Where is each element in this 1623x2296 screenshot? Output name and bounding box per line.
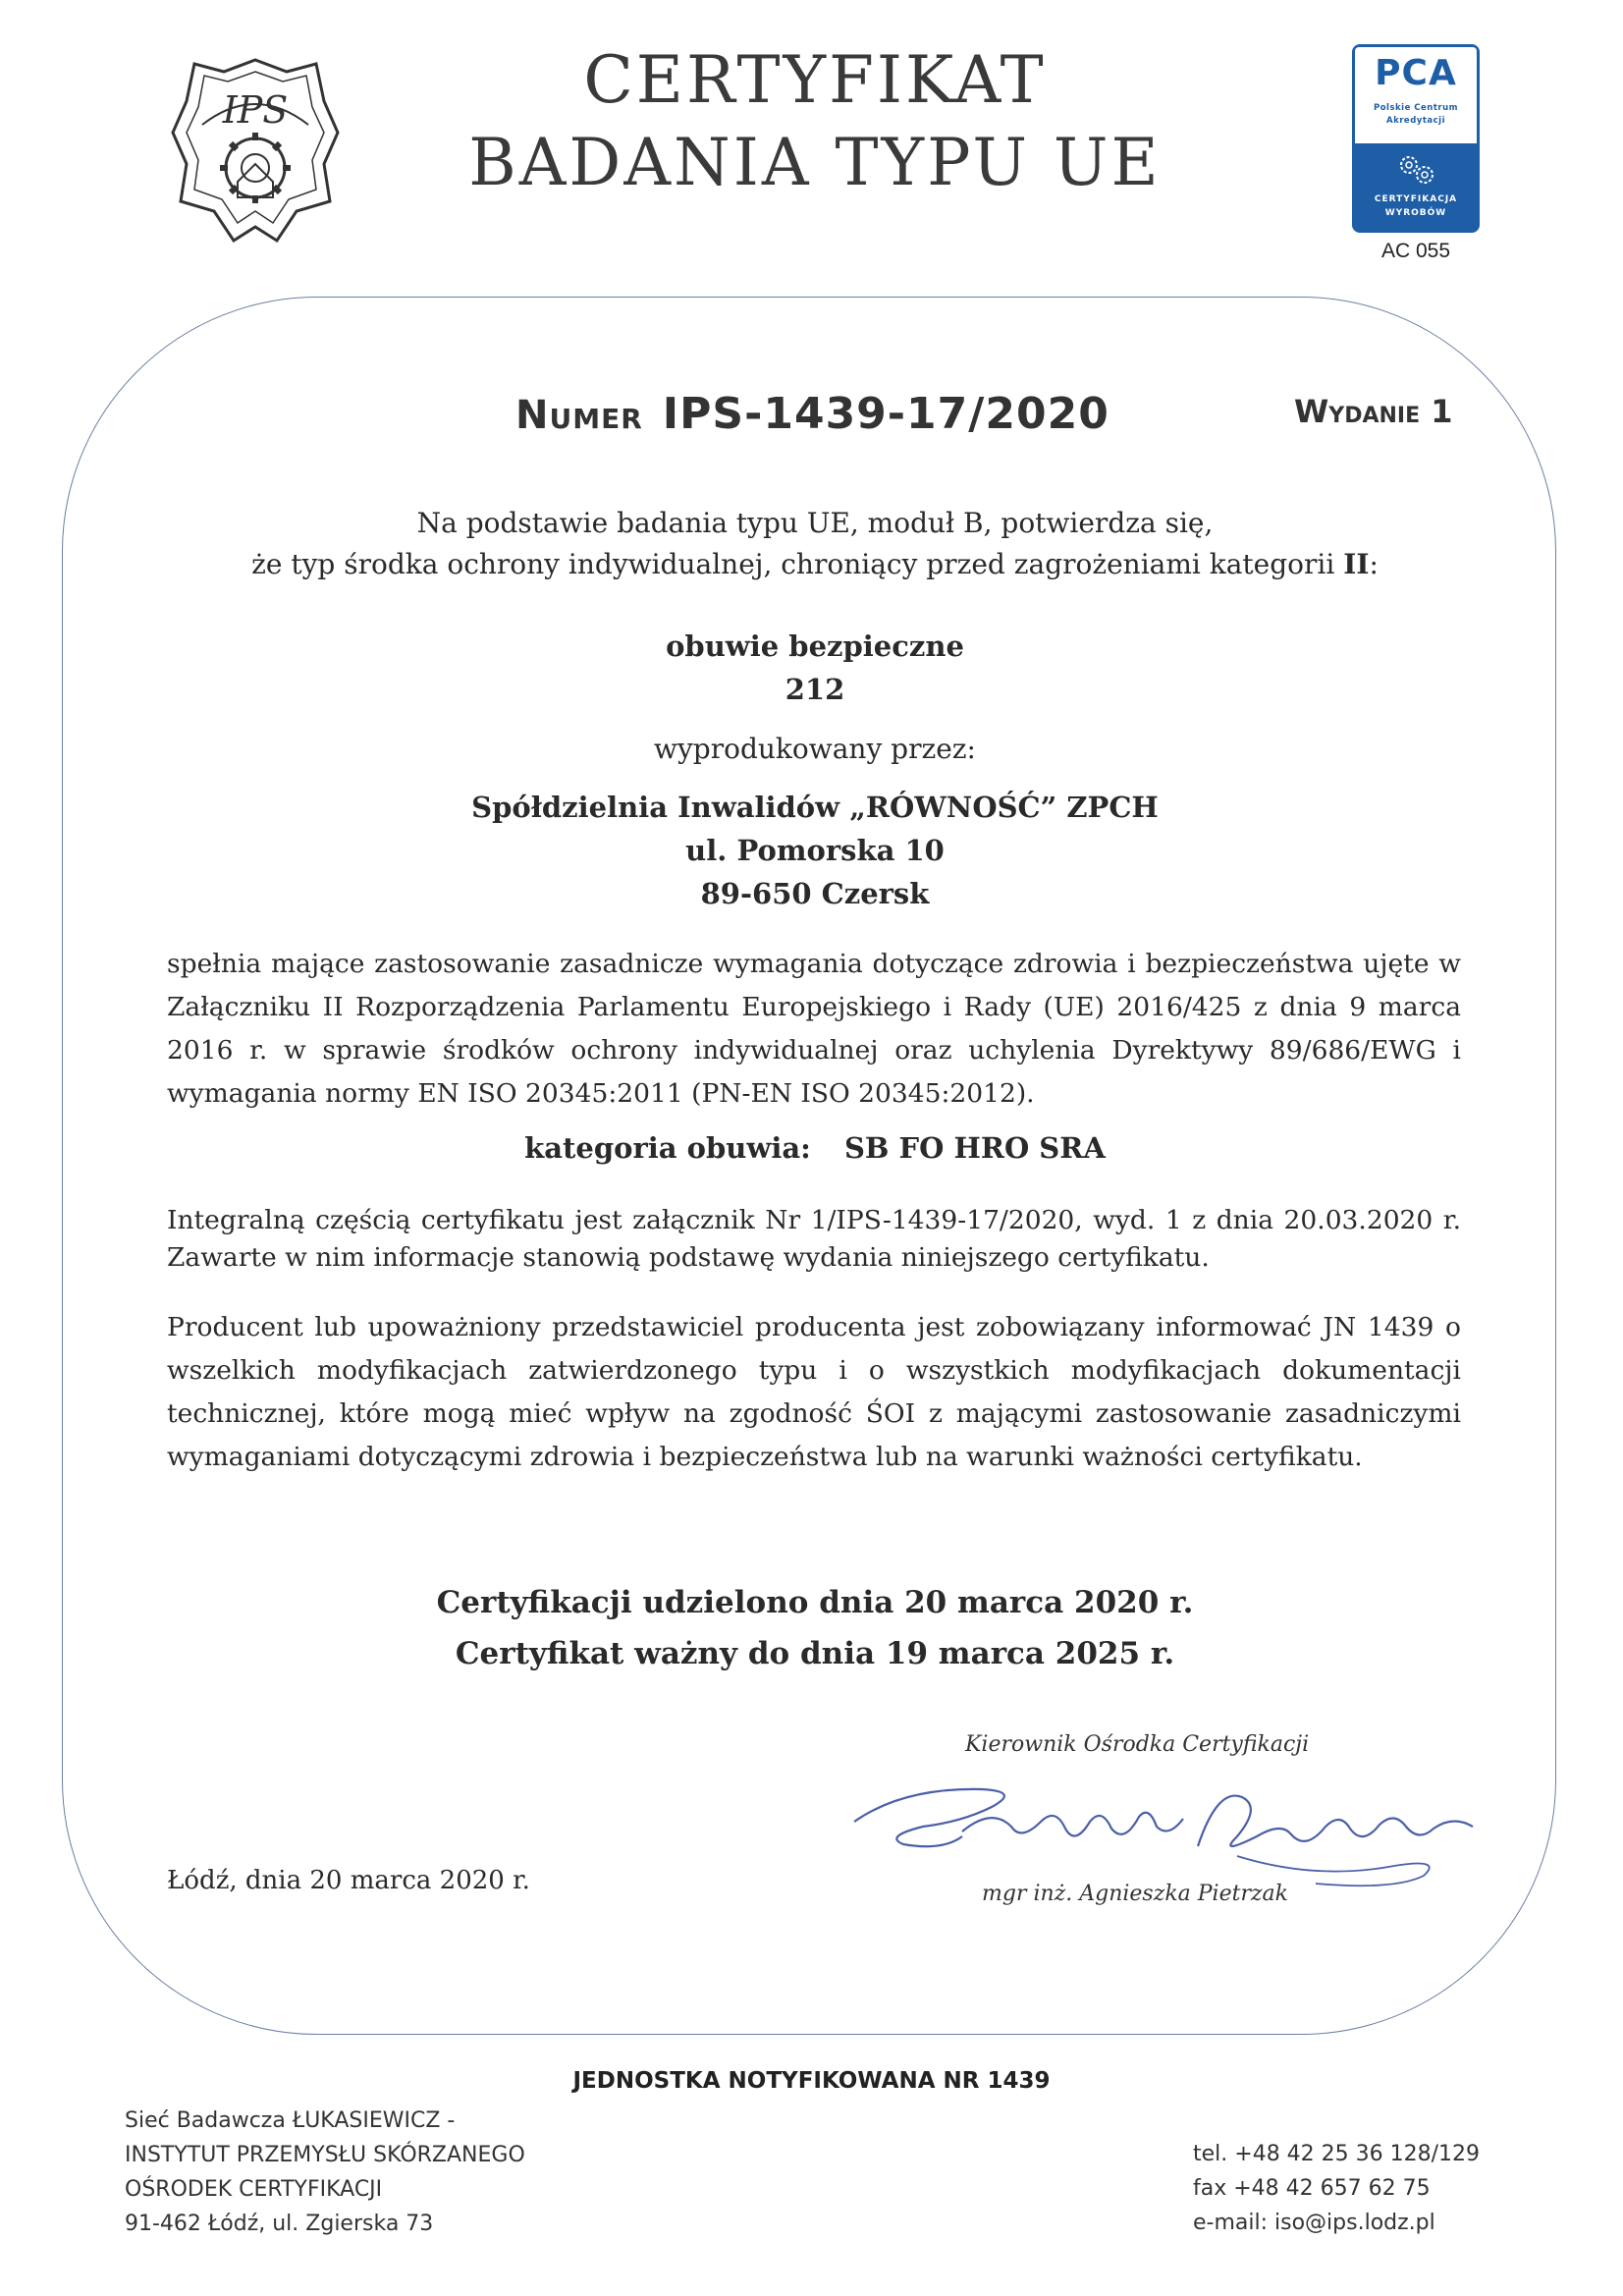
category-label: kategoria obuwia: xyxy=(524,1131,811,1165)
intro-category: II xyxy=(1343,548,1370,580)
signature xyxy=(844,1768,1483,1895)
intro-line-2-suffix: : xyxy=(1369,548,1379,580)
issued-date: Certyfikacji udzielono dnia 20 marca 2020 r. xyxy=(436,1585,1194,1620)
manufacturer-city: 89-650 Czersk xyxy=(700,877,930,910)
ips-logo-text: IPS xyxy=(222,88,289,132)
number-value: IPS-1439-17/2020 xyxy=(662,389,1109,439)
pca-brand: PCA xyxy=(1375,53,1457,93)
document-title xyxy=(412,39,1217,204)
address-line: OŚRODEK CERTYFIKACJI xyxy=(125,2177,383,2202)
pca-label-line-1: CERTYFIKACJA xyxy=(1374,194,1458,204)
contact-fax: fax +48 42 657 62 75 xyxy=(1193,2176,1431,2201)
produced-by: wyprodukowany przez: xyxy=(654,733,976,765)
notified-body: JEDNOSTKA NOTYFIKOWANA NR 1439 xyxy=(572,2068,1051,2094)
number-label: Numer xyxy=(515,393,643,438)
manufacturer xyxy=(157,786,1473,915)
validity xyxy=(157,1577,1473,1679)
contact-email[interactable]: e-mail: iso@ips.lodz.pl xyxy=(1193,2211,1435,2235)
pca-label-line-2: WYROBÓW xyxy=(1384,208,1447,218)
footer-address xyxy=(125,2104,525,2241)
title-line-2: BADANIA TYPU UE xyxy=(468,125,1162,200)
edition: Wydanie 1 xyxy=(1294,393,1453,430)
obligation-paragraph: Producent lub upoważniony przedstawiciel producenta jest zobowiązany informować JN 1439 o wszelkich modyfikacjach zatwierdzonego typu i o wszystkich modyfikacjach dokumentacji technicznej, które mogą mieć wpływ na zgodność ŚOI z mającymi zastosowanie zasadniczymi wymaganiami dotyczącymi zdrowia i bezpieczeństwa lub na warunki ważności certyfikatu. xyxy=(167,1312,1461,1472)
contact-phone: tel. +48 42 25 36 128/129 xyxy=(1193,2142,1481,2166)
product-model: 212 xyxy=(784,673,845,706)
manufacturer-street: ul. Pomorska 10 xyxy=(685,834,945,867)
product xyxy=(157,625,1473,711)
requirements-paragraph: spełnia mające zastosowanie zasadnicze wymagania dotyczące zdrowia i bezpieczeństwa ujęte w Załączniku II Rozporządzenia Parlamentu Europejskiego i Rady (UE) 2016/425 z dnia 9 marca 2016 r. w sprawie środków ochrony indywidualnej oraz uchylenia Dyrektywy 89/686/EWG i wymagania normy EN ISO 20345:2011 (PN-EN ISO 20345:2012). xyxy=(167,949,1461,1109)
annex-paragraph: Integralną częścią certyfikatu jest załącznik Nr 1/IPS-1439-17/2020, wyd. 1 z dnia 20.03.2020 r. Zawarte w nim informacje stanowią podstawę wydania niniejszego certyfikatu. xyxy=(167,1205,1461,1273)
signatory-name: mgr inż. Agnieszka Pietrzak xyxy=(982,1882,1289,1906)
title-line-1: CERTYFIKAT xyxy=(583,42,1047,118)
footwear-category xyxy=(157,1131,1473,1165)
address-line: INSTYTUT PRZEMYSŁU SKÓRZANEGO xyxy=(125,2143,525,2167)
certificate-number xyxy=(515,389,1109,439)
ips-logo xyxy=(169,54,342,246)
pca-code: AC 055 xyxy=(1380,240,1451,262)
pca-accreditation-badge xyxy=(1352,44,1480,233)
signatory-title: Kierownik Ośrodka Certyfikacji xyxy=(965,1732,1310,1757)
gears-icon xyxy=(1394,151,1439,187)
pca-name-line-2: Akredytacji xyxy=(1386,116,1445,126)
pca-label xyxy=(1355,192,1477,220)
pca-name-line-1: Polskie Centrum xyxy=(1373,103,1459,113)
intro-line-1: Na podstawie badania typu UE, moduł B, potwierdza się, xyxy=(416,507,1214,539)
address-line: Sieć Badawcza ŁUKASIEWICZ - xyxy=(125,2108,456,2133)
address-line: 91-462 Łódź, ul. Zgierska 73 xyxy=(125,2212,434,2236)
intro-line-2 xyxy=(157,544,1473,585)
intro-text xyxy=(157,503,1473,585)
footer-contact xyxy=(1193,2137,1480,2240)
pca-name xyxy=(1355,102,1477,128)
manufacturer-name: Spółdzielnia Inwalidów „RÓWNOŚĆ” ZPCH xyxy=(471,791,1159,824)
product-name: obuwie bezpieczne xyxy=(666,629,964,663)
category-value: SB FO HRO SRA xyxy=(843,1131,1106,1165)
intro-line-2-prefix: że typ środka ochrony indywidualnej, chroniący przed zagrożeniami kategorii xyxy=(251,548,1344,580)
valid-until: Certyfikat ważny do dnia 19 marca 2025 r. xyxy=(455,1636,1175,1671)
place-and-date: Łódź, dnia 20 marca 2020 r. xyxy=(167,1866,530,1895)
